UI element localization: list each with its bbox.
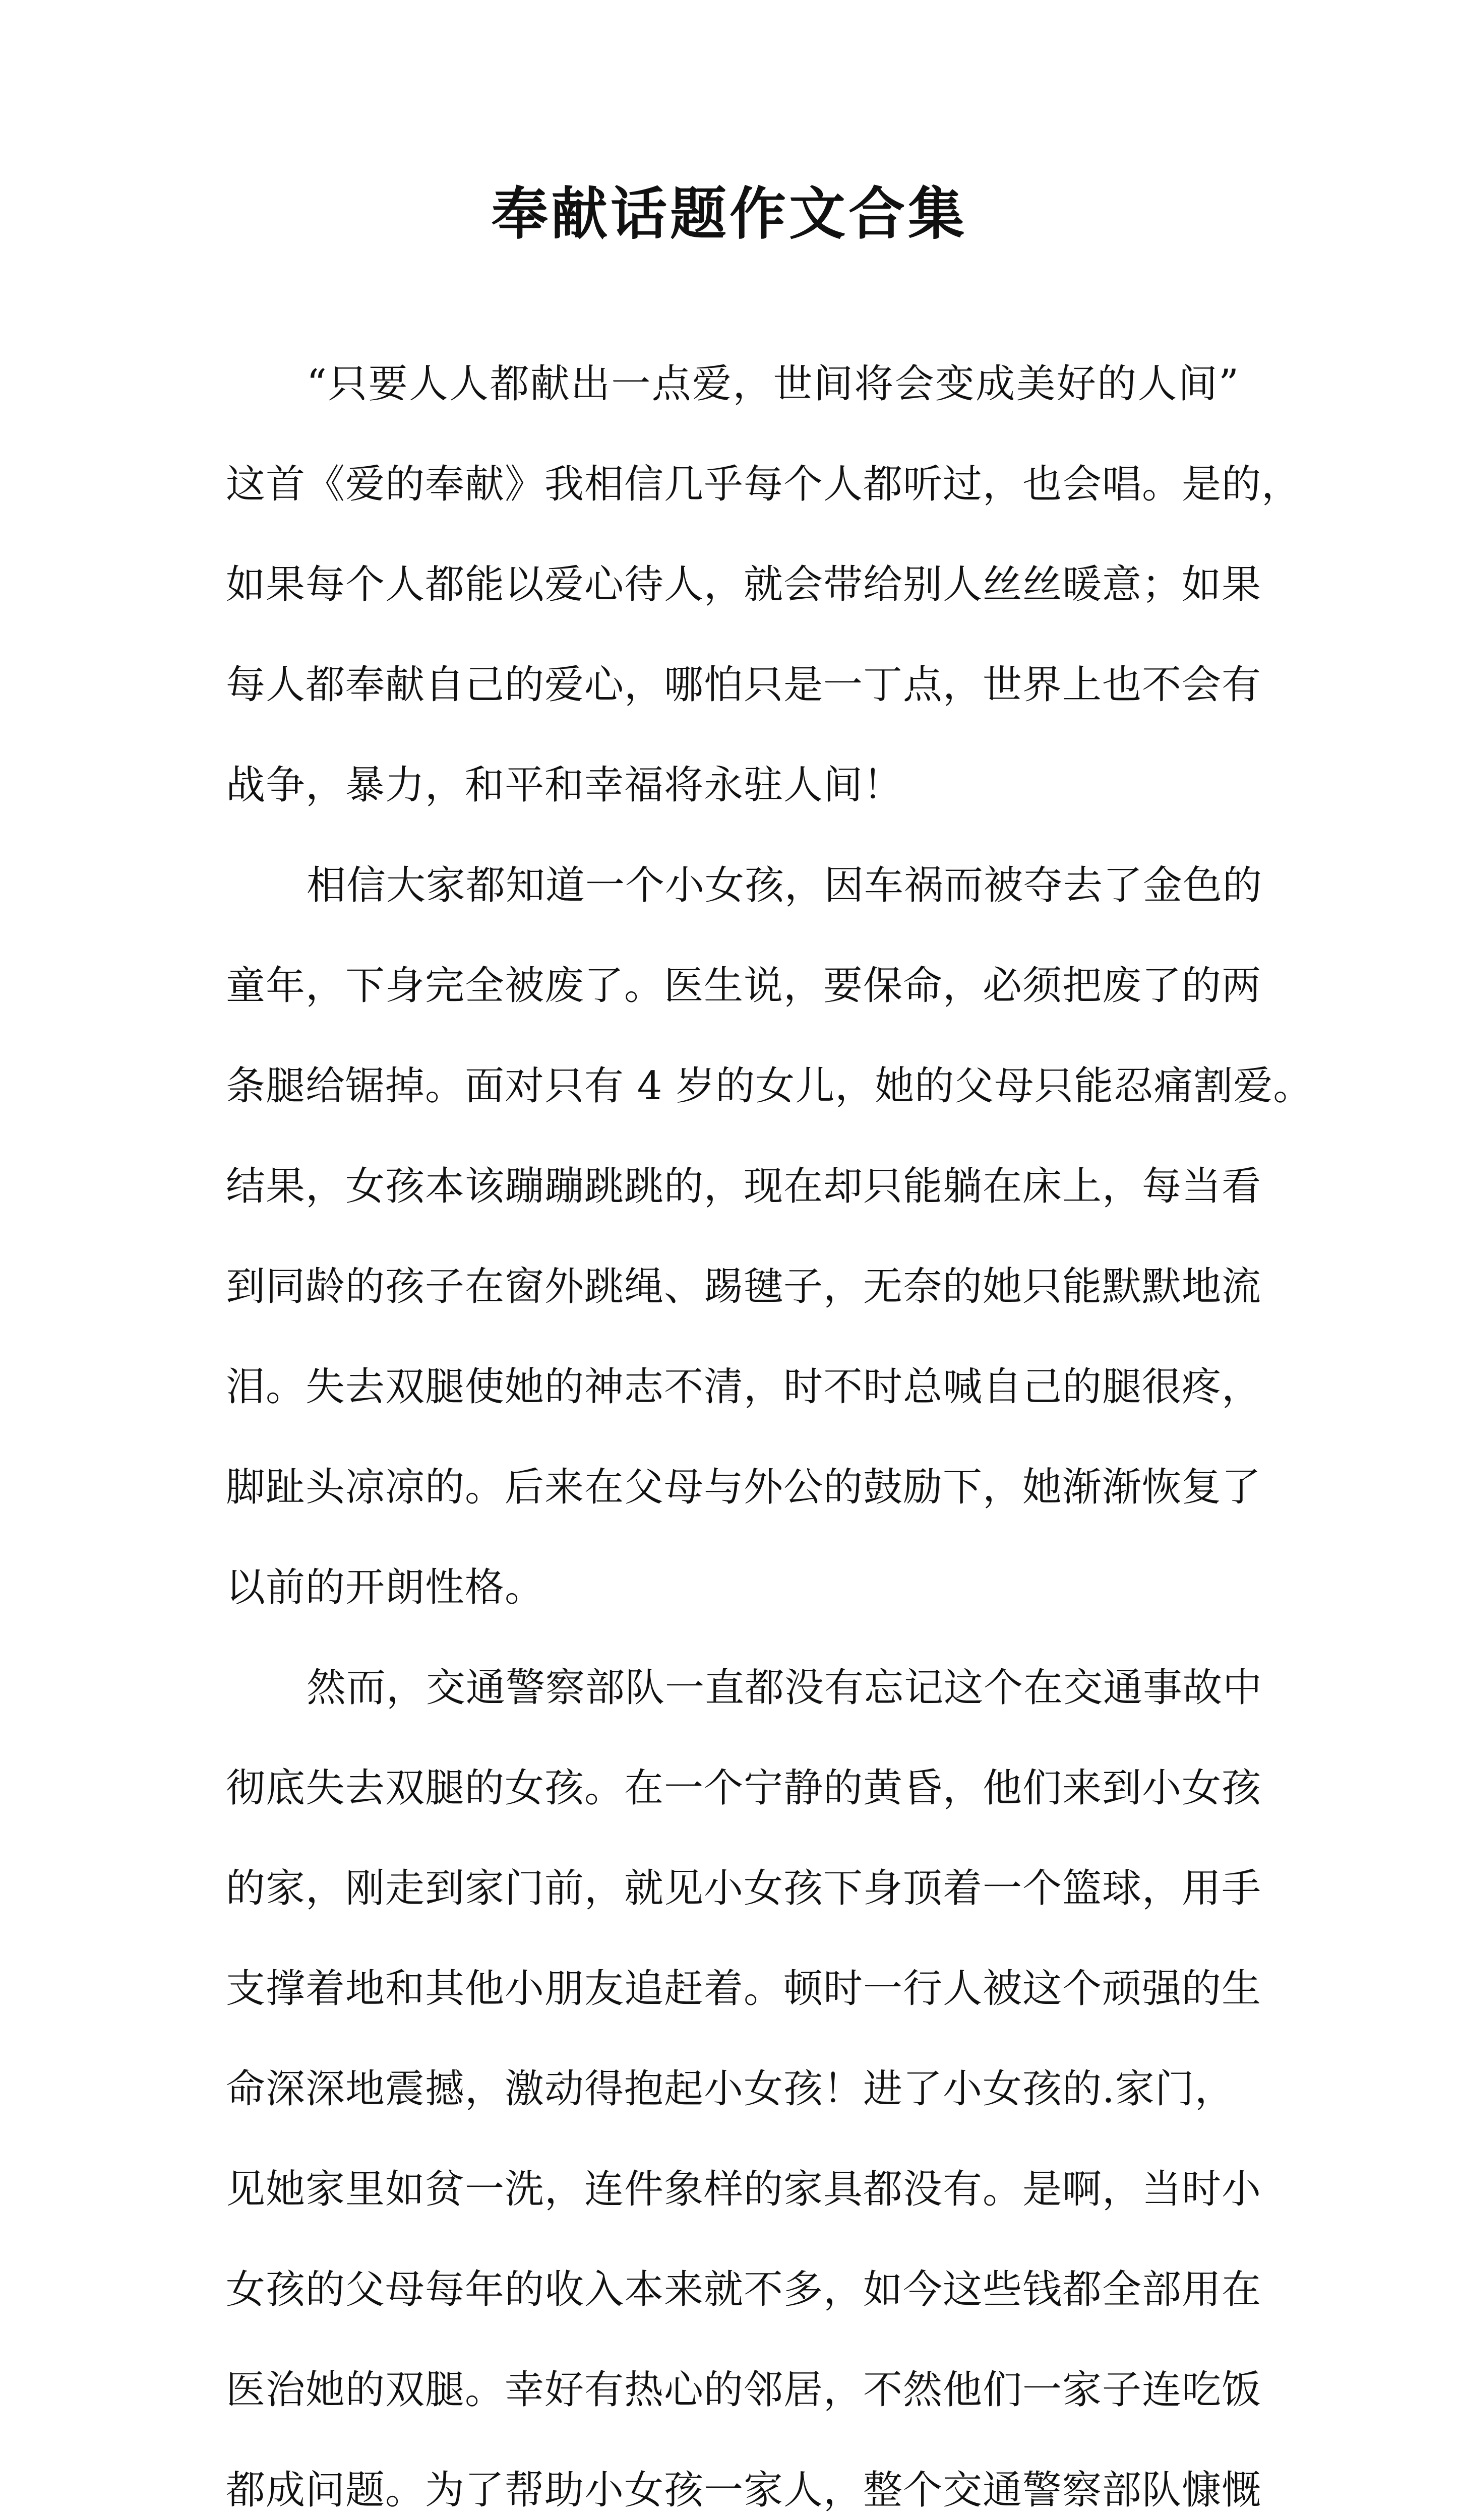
text-line: 都成问题。为了帮助小女孩一家人，整个交通警察部队慷慨 xyxy=(226,2468,1262,2513)
text-line: 如果每个人都能以爱心待人，就会带给别人丝丝暖意；如果 xyxy=(226,562,1262,607)
text-line: 以前的开朗性格。 xyxy=(226,1565,545,1610)
text-line: 相信大家都知道一个小女孩，因车祸而被夺去了金色的 xyxy=(307,863,1263,908)
text-line: 医治她的双腿。幸好有热心的邻居，不然他们一家子连吃饭 xyxy=(226,2367,1262,2413)
text-line: 每人都奉献自己的爱心，哪怕只是一丁点，世界上也不会有 xyxy=(226,662,1262,708)
text-line: 泪。失去双腿使她的神志不清，时不时总喊自己的腿很疼， xyxy=(226,1364,1262,1410)
text-line: 结果，女孩本该蹦蹦跳跳的，现在却只能躺在床上，每当看 xyxy=(226,1164,1262,1209)
text-line: 战争，暴力，和平和幸福将永驻人间！ xyxy=(226,763,903,808)
text-line: “只要人人都献出一点爱，世间将会变成美好的人间” xyxy=(307,361,1239,407)
text-line: 支撑着地和其他小朋友追赶着。顿时一行人被这个顽强的生 xyxy=(226,1966,1262,2011)
text-line: 这首《爱的奉献》我相信几乎每个人都听过，也会唱。是的， xyxy=(226,462,1302,507)
text-line: 条腿给锯掉。面对只有 4 岁的女儿，她的父母只能忍痛割爱。 xyxy=(226,1063,1313,1109)
text-line: 脚趾头凉凉的。后来在父母与外公的鼓励下，她渐渐恢复了 xyxy=(226,1465,1262,1510)
text-line: 童年，下身完全被废了。医生说，要保命，必须把废了的两 xyxy=(226,963,1262,1009)
text-line: 的家，刚走到家门前，就见小女孩下身顶着一个篮球，用手 xyxy=(226,1866,1262,1911)
text-line: 然而，交通警察部队一直都没有忘记这个在交通事故中 xyxy=(307,1665,1263,1711)
document-title: 奉献话题作文合集 xyxy=(492,181,967,247)
text-line: 彻底失去双腿的女孩。在一个宁静的黄昏，他们来到小女孩 xyxy=(226,1766,1262,1811)
text-line: 女孩的父母每年的收入本来就不多，如今这些钱都全部用在 xyxy=(226,2267,1262,2312)
text-line: 见她家里如贫一洗，连件象样的家具都没有。是啊，当时小 xyxy=(226,2167,1262,2212)
text-line: 到同龄的孩子在窗外跳绳、踢毽子，无奈的她只能默默地流 xyxy=(226,1264,1262,1309)
text-line: 命深深地震撼，激动得抱起小女孩！进了小女孩的.家门， xyxy=(226,2066,1235,2112)
document-body xyxy=(226,334,1313,2520)
